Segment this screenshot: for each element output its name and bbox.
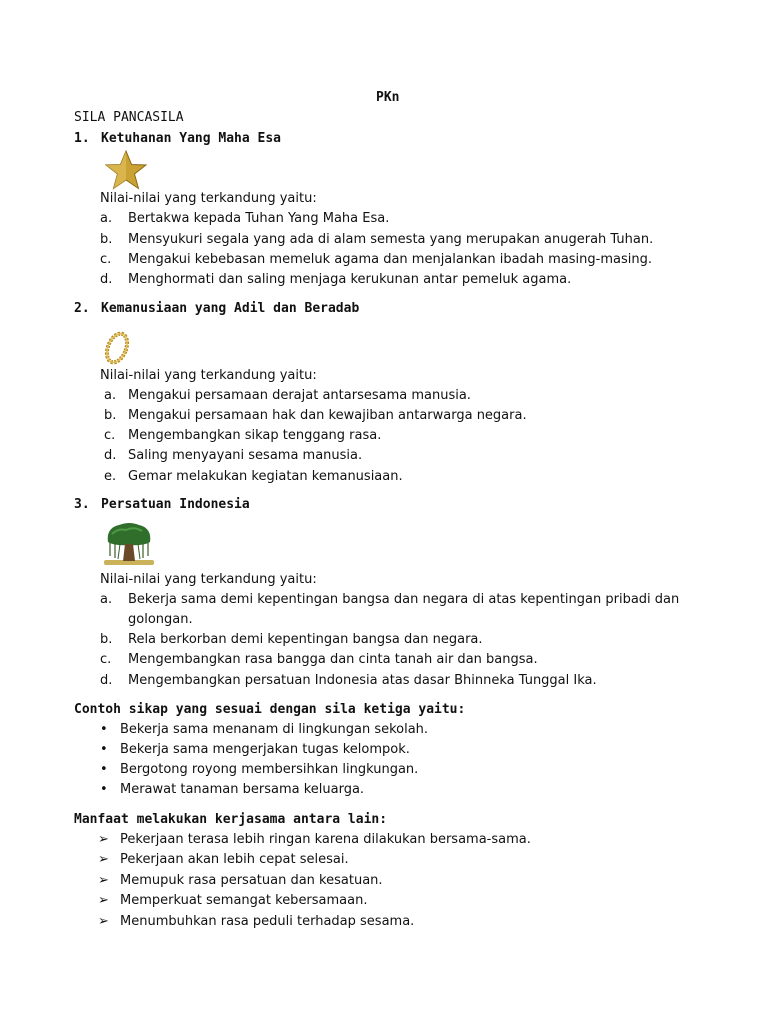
list-item: Bergotong royong membersihkan lingkungan.	[120, 762, 419, 777]
sila-2-number: 2.	[74, 301, 90, 316]
list-item: Mengembangkan sikap tenggang rasa.	[128, 428, 382, 443]
list-item-marker: a.	[100, 211, 113, 226]
list-item: Mengembangkan rasa bangga dan cinta tanah air dan bangsa.	[128, 652, 538, 667]
list-item: Bekerja sama demi kepentingan bangsa dan negara di atas kepentingan pribadi dan	[128, 592, 680, 607]
manfaat-heading: Manfaat melakukan kerjasama antara lain:	[74, 812, 388, 827]
sila-3-title: Persatuan Indonesia	[101, 497, 250, 512]
list-item-marker: c.	[104, 428, 116, 443]
section-heading: SILA PANCASILA	[74, 110, 184, 125]
list-item: Bekerja sama mengerjakan tugas kelompok.	[120, 742, 410, 757]
sila-3-number: 3.	[74, 497, 90, 512]
list-item: Memupuk rasa persatuan dan kesatuan.	[120, 873, 383, 888]
list-item-marker: d.	[100, 272, 113, 287]
list-item: Pekerjaan terasa lebih ringan karena dilakukan bersama-sama.	[120, 832, 531, 847]
list-item: Merawat tanaman bersama keluarga.	[120, 782, 365, 797]
list-item: Rela berkorban demi kepentingan bangsa dan negara.	[128, 632, 483, 647]
sila-2-title: Kemanusiaan yang Adil dan Beradab	[101, 301, 360, 316]
arrow-bullet-icon: ➢	[98, 832, 109, 847]
bullet-icon: •	[100, 722, 108, 737]
list-item-marker: a.	[100, 592, 113, 607]
list-item: Mensyukuri segala yang ada di alam semesta yang merupakan anugerah Tuhan.	[128, 232, 654, 247]
arrow-bullet-icon: ➢	[98, 852, 109, 867]
list-item-marker: b.	[104, 408, 117, 423]
list-item: Gemar melakukan kegiatan kemanusiaan.	[128, 469, 403, 484]
list-item: Mengakui kebebasan memeluk agama dan menjalankan ibadah masing-masing.	[128, 252, 652, 267]
list-item: Bekerja sama menanam di lingkungan sekolah.	[120, 722, 429, 737]
list-item: Memperkuat semangat kebersamaan.	[120, 893, 368, 908]
sila-1-title: Ketuhanan Yang Maha Esa	[101, 131, 282, 146]
sila-3-values-intro: Nilai-nilai yang terkandung yaitu:	[100, 572, 317, 587]
list-item-marker: a.	[104, 388, 117, 403]
arrow-bullet-icon: ➢	[98, 914, 109, 929]
bullet-icon: •	[100, 762, 108, 777]
list-item: Mengembangkan persatuan Indonesia atas dasar Bhinneka Tunggal Ika.	[128, 673, 597, 688]
list-item-marker: c.	[100, 252, 112, 267]
list-item-marker: b.	[100, 632, 113, 647]
list-item-marker: d.	[100, 673, 113, 688]
list-item-continuation: golongan.	[128, 612, 193, 627]
list-item-marker: e.	[104, 469, 117, 484]
list-item-marker: b.	[100, 232, 113, 247]
sila-1-number: 1.	[74, 131, 90, 146]
bullet-icon: •	[100, 782, 108, 797]
arrow-bullet-icon: ➢	[98, 873, 109, 888]
contoh-heading: Contoh sikap yang sesuai dengan sila ketiga yaitu:	[74, 702, 466, 717]
arrow-bullet-icon: ➢	[98, 893, 109, 908]
chain-icon	[100, 330, 134, 366]
list-item: Saling menyayani sesama manusia.	[128, 448, 363, 463]
sila-1-values-intro: Nilai-nilai yang terkandung yaitu:	[100, 191, 317, 206]
list-item: Mengakui persamaan hak dan kewajiban antarwarga negara.	[128, 408, 527, 423]
bullet-icon: •	[100, 742, 108, 757]
list-item: Pekerjaan akan lebih cepat selesai.	[120, 852, 349, 867]
list-item-marker: d.	[104, 448, 117, 463]
list-item: Menumbuhkan rasa peduli terhadap sesama.	[120, 914, 415, 929]
list-item-marker: c.	[100, 652, 112, 667]
star-icon	[104, 150, 148, 190]
list-item: Mengakui persamaan derajat antarsesama manusia.	[128, 388, 471, 403]
sila-2-values-intro: Nilai-nilai yang terkandung yaitu:	[100, 368, 317, 383]
list-item: Bertakwa kepada Tuhan Yang Maha Esa.	[128, 211, 390, 226]
list-item: Menghormati dan saling menjaga kerukunan antar pemeluk agama.	[128, 272, 572, 287]
page-title: PKn	[376, 90, 400, 105]
banyan-tree-icon	[104, 522, 154, 566]
